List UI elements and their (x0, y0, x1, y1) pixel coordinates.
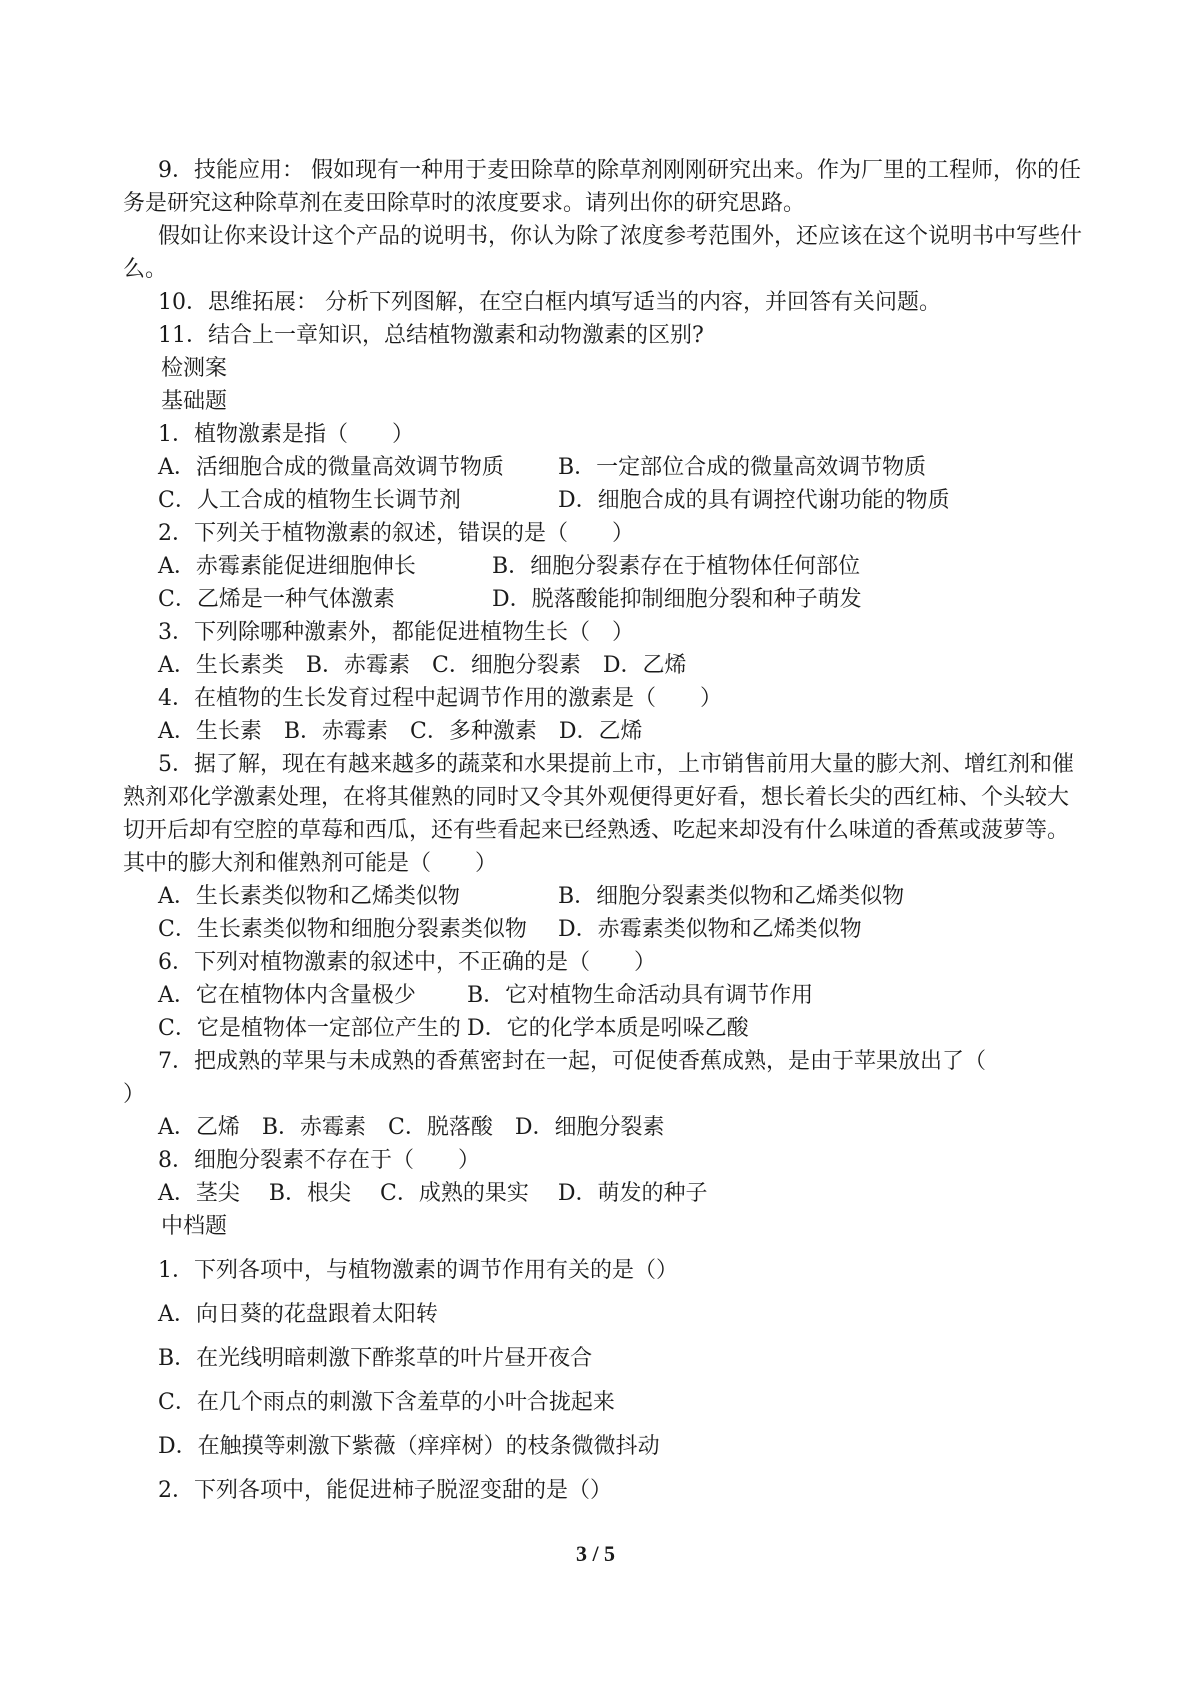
basic-q3-options: A．生长素类 B．赤霉素 C．细胞分裂素 D．乙烯 (158, 653, 687, 678)
basic-q4-stem: 4．在植物的生长发育过程中起调节作用的激素是（ ） (158, 686, 722, 711)
medium-q1-option-d: D．在触摸等刺激下紫薇（痒痒树）的枝条微微抖动 (158, 1434, 660, 1459)
question-9: 9．技能应用： 假如现有一种用于麦田除草的除草剂刚刚研究出来。作为厂里的工程师，你的任务是研究这种除草剂在麦田除草时的浓度要求。请列出你的研究思路。 (123, 158, 1081, 216)
heading-medium: 中档题 (161, 1214, 228, 1239)
basic-q5-options-row1 (123, 880, 1083, 913)
basic-q7-options: A．乙烯 B．赤霉素 C．脱落酸 D．细胞分裂素 (158, 1115, 665, 1140)
basic-q5-option-a: A．生长素类似物和乙烯类似物 (158, 884, 460, 909)
basic-q6-options-row1 (123, 979, 1083, 1012)
basic-q1-option-a: A．活细胞合成的微量高效调节物质 (158, 455, 504, 480)
medium-q1-option-a: A．向日葵的花盘跟着太阳转 (158, 1302, 438, 1327)
question-9-followup: 假如让你来设计这个产品的说明书，你认为除了浓度参考范围外，还应该在这个说明书中写些什么。 (123, 224, 1083, 282)
basic-q2-option-c: C．乙烯是一种气体激素 (158, 587, 395, 612)
basic-q6-option-a: A．它在植物体内含量极少 (158, 983, 416, 1008)
basic-q6-stem: 6．下列对植物激素的叙述中，不正确的是（ ） (158, 950, 656, 975)
basic-q2-options-row1 (123, 550, 1083, 583)
basic-q5-option-b: B．细胞分裂素类似物和乙烯类似物 (558, 884, 905, 909)
medium-q1-stem: 1．下列各项中，与植物激素的调节作用有关的是（） (158, 1258, 678, 1283)
question-10: 10．思维拓展： 分析下列图解，在空白框内填写适当的内容，并回答有关问题。 (158, 290, 941, 315)
medium-q2-stem: 2．下列各项中，能促进柿子脱涩变甜的是（） (158, 1478, 612, 1503)
medium-q1-option-b: B．在光线明暗刺激下酢浆草的叶片昼开夜合 (158, 1346, 593, 1371)
basic-q5-stem: 5．据了解，现在有越来越多的蔬菜和水果提前上市，上市销售前用大量的膨大剂、增红剂和催熟剂邓化学激素处理，在将其催熟的同时又令其外观便得更好看，想长着长尖的西红柿、个头较大切开后却有空腔的草莓和西瓜，还有些看起来已经熟透、吃起来却没有什么味道的香蕉或菠萝等。其中的膨大剂和催熟剂可能是（ ） (123, 752, 1075, 876)
basic-q6-option-d: D．它的化学本质是吲哚乙酸 (467, 1016, 749, 1041)
page-number: 3 / 5 (575, 1541, 616, 1566)
basic-q1-stem: 1．植物激素是指（ ） (158, 422, 414, 447)
basic-q1-options-row2 (123, 484, 1083, 517)
basic-q1-options-row1 (123, 451, 1083, 484)
basic-q5-option-c: C．生长素类似物和细胞分裂素类似物 (158, 917, 527, 942)
basic-q7-stem-end: ） (123, 1082, 146, 1107)
basic-q3-stem: 3．下列除哪种激素外，都能促进植物生长（ ） (158, 620, 634, 645)
heading-test: 检测案 (161, 356, 228, 381)
basic-q1-option-b: B．一定部位合成的微量高效调节物质 (558, 455, 927, 480)
basic-q6-options-row2 (123, 1012, 1083, 1045)
basic-q5-options-row2 (123, 913, 1083, 946)
basic-q5-option-d: D．赤霉素类似物和乙烯类似物 (558, 917, 862, 942)
medium-questions (123, 1249, 1083, 1513)
basic-q6-option-c: C．它是植物体一定部位产生的 (158, 1016, 461, 1041)
basic-q2-option-d: D．脱落酸能抑制细胞分裂和种子萌发 (492, 587, 862, 612)
question-11: 11．结合上一章知识，总结植物激素和动物激素的区别? (158, 323, 704, 348)
basic-q2-option-b: B．细胞分裂素存在于植物体任何部位 (492, 554, 861, 579)
basic-q2-option-a: A．赤霉素能促进细胞伸长 (158, 554, 416, 579)
heading-basic: 基础题 (161, 389, 228, 414)
basic-q1-option-c: C．人工合成的植物生长调节剂 (158, 488, 461, 513)
medium-q1-option-c: C．在几个雨点的刺激下含羞草的小叶合拢起来 (158, 1390, 615, 1415)
basic-q8-options: A．茎尖 B．根尖 C．成熟的果实 D．萌发的种子 (158, 1181, 708, 1206)
basic-q7-stem: 7．把成熟的苹果与未成熟的香蕉密封在一起，可促使香蕉成熟，是由于苹果放出了（ (158, 1049, 986, 1074)
page-content (123, 154, 1083, 1513)
basic-q6-option-b: B．它对植物生命活动具有调节作用 (467, 983, 814, 1008)
basic-q4-options: A．生长素 B．赤霉素 C．多种激素 D．乙烯 (158, 719, 643, 744)
basic-q2-stem: 2．下列关于植物激素的叙述，错误的是（ ） (158, 521, 634, 546)
basic-q2-options-row2 (123, 583, 1083, 616)
basic-q1-option-d: D．细胞合成的具有调控代谢功能的物质 (558, 488, 950, 513)
basic-q8-stem: 8．细胞分裂素不存在于（ ） (158, 1148, 480, 1173)
